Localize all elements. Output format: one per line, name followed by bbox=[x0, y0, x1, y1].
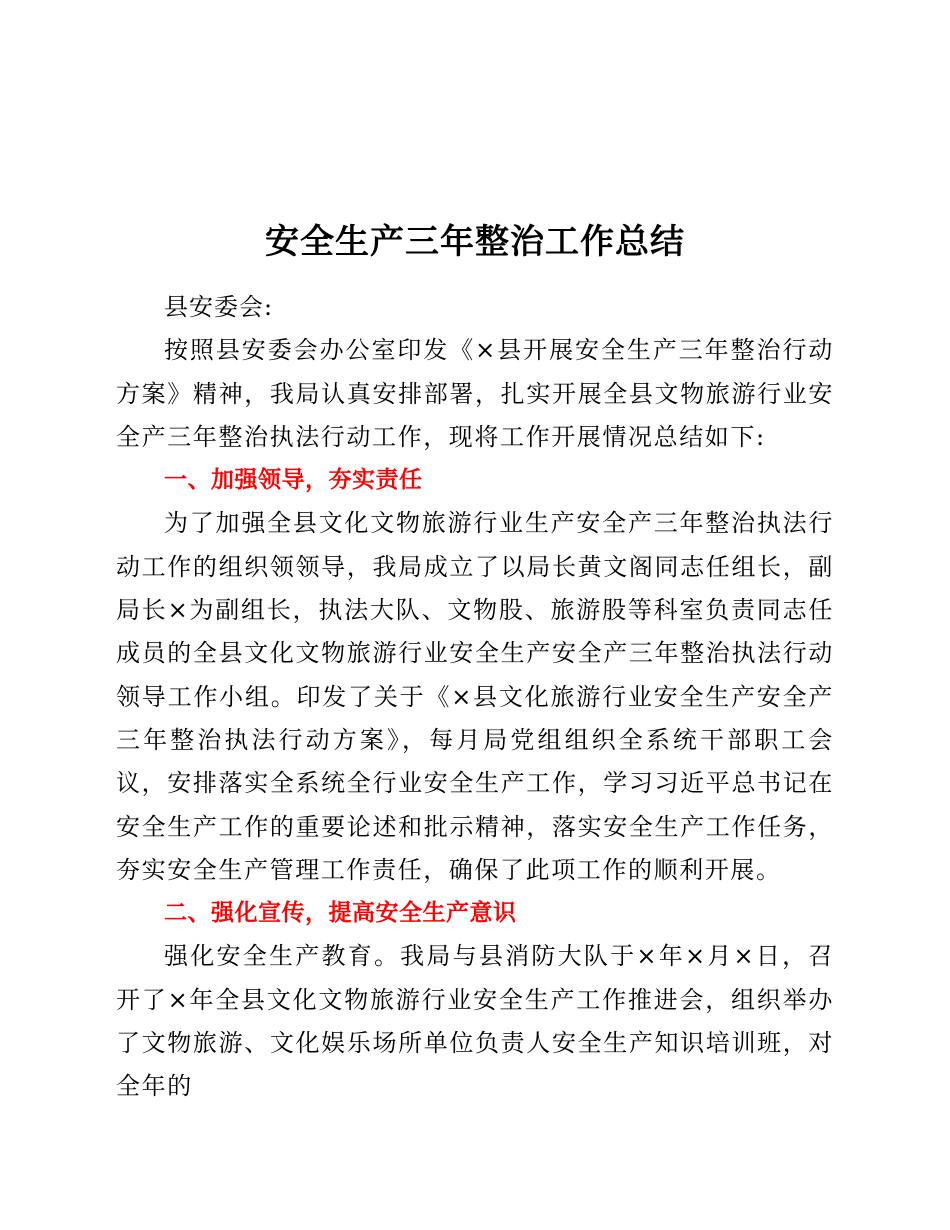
section-2-paragraph: 强化安全生产教育。我局与县消防大队于×年×月×日，召开了×年全县文化文物旅游行业安全生产工作推进会，组织举办了文物旅游、文化娱乐场所单位负责人安全生产知识培训班，对全年的 bbox=[116, 942, 834, 1101]
section-heading-1: 一、加强领导，夯实责任 bbox=[164, 467, 423, 494]
document-body bbox=[116, 286, 834, 1109]
intro-paragraph: 按照县安委会办公室印发《×县开展安全生产三年整治行动方案》精神，我局认真安排部署，扎实开展全县文物旅游行业安全产三年整治执法行动工作，现将工作开展情况总结如下: bbox=[116, 336, 834, 451]
section-1-paragraph: 为了加强全县文化文物旅游行业生产安全产三年整治执法行动工作的组织领领导，我局成立了以局长黄文阁同志任组长，副局长×为副组长，执法大队、文物股、旅游股等科室负责同志任成员的全县文化文物旅游行业安全生产安全产三年整治执法行动领导工作小组。印发了关于《×县文化旅游行业安全生产安全产三年整治执法行动方案》，每月局党组组织全系统干部职工会议，安排落实全系统全行业安全生产工作，学习习近平总书记在安全生产工作的重要论述和批示精神，落实安全生产工作任务，夯实安全生产管理工作责任，确保了此项工作的顺利开展。 bbox=[116, 509, 834, 884]
document-title: 安全生产三年整治工作总结 bbox=[265, 222, 685, 262]
section-heading-2: 二、强化宣传，提高安全生产意识 bbox=[164, 900, 517, 927]
salutation: 县安委会: bbox=[164, 293, 274, 321]
